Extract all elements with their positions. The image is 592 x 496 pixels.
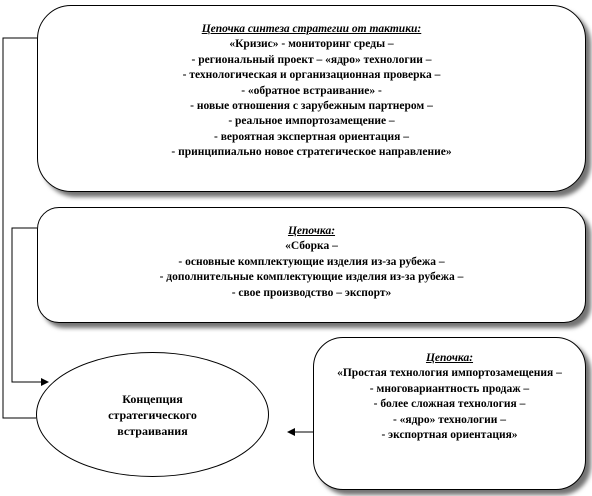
- chain-synthesis-line: - «обратное встраивание» -: [241, 84, 382, 97]
- concept-line: стратегического: [108, 407, 197, 422]
- chain-synthesis-line: - реальное импортозамещение –: [228, 115, 395, 128]
- concept-label: [93, 391, 213, 439]
- chain-import-substitution-box: [313, 337, 586, 490]
- chain-assembly-line: - основные комплектующие изделия из-за рубежа –: [178, 255, 445, 268]
- connector-top-to-concept: [3, 38, 37, 418]
- chain-assembly-line: - свое производство – экспорт»: [231, 286, 392, 299]
- chain-assembly-box: [37, 207, 586, 323]
- chain-synthesis-line: - вероятная экспертная ориентация –: [214, 130, 409, 143]
- chain-import-line: - многовариантность продаж –: [369, 382, 530, 395]
- chain-synthesis-heading: Цепочка синтеза стратегии от тактики:: [201, 23, 422, 35]
- chain-import-line: - более сложная технология –: [373, 398, 526, 411]
- chain-import-heading: Цепочка:: [425, 352, 474, 364]
- chain-synthesis-line: «Кризис» - мониторинг среды –: [229, 38, 394, 51]
- concept-line: Концепция: [122, 391, 183, 406]
- chain-import-line: - экспортная ориентация»: [381, 429, 518, 442]
- chain-assembly-line: «Сборка –: [285, 240, 338, 253]
- chain-synthesis-line: - принципиально новое стратегическое направление»: [171, 146, 452, 159]
- concept-ellipse: [36, 352, 269, 477]
- chain-import-line: «Простая технология импортозамещения –: [337, 367, 562, 380]
- chain-assembly-line: - дополнительные комплектующие изделия из-за рубежа –: [159, 271, 464, 284]
- concept-line: встраивания: [117, 423, 188, 438]
- chain-synthesis-box: [37, 5, 586, 192]
- chain-import-line: - «ядро» технологии –: [392, 413, 507, 426]
- chain-synthesis-line: - региональный проект – «ядро» технологии –: [191, 53, 432, 66]
- chain-synthesis-line: - новые отношения с зарубежным партнером –: [190, 100, 433, 113]
- chain-synthesis-line: - технологическая и организационная проверка –: [182, 69, 441, 82]
- chain-assembly-heading: Цепочка:: [287, 225, 336, 237]
